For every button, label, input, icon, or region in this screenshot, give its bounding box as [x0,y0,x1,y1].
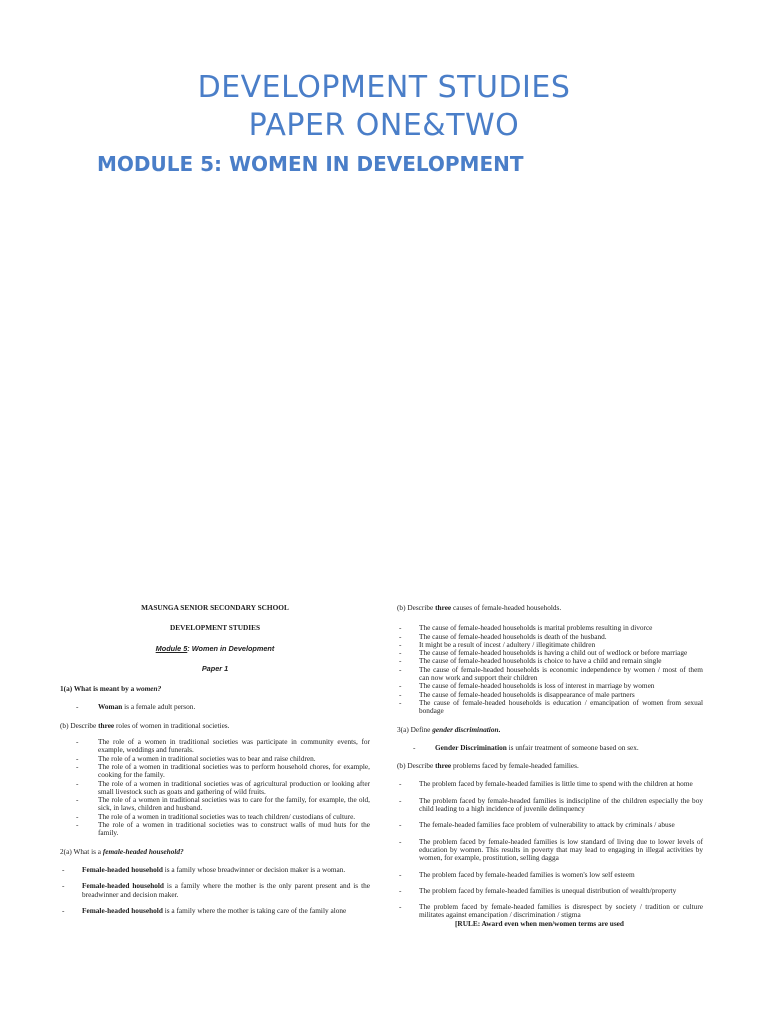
question-2b-bold: three [435,603,452,612]
causes-list [397,624,703,715]
list-item: - The cause of female-headed households is loss of interest in marriage by women [397,682,703,690]
answer-1a [60,703,370,711]
list-item: - The role of a women in traditional societies was of agricultural production or looking after small livestock such as goats and gathering of wild fruits. [60,780,370,797]
problems-list [397,780,703,919]
question-3a-term: gender discrimination [432,724,499,734]
answer-3a-rest: is unfair treatment of someone based on sex. [506,742,639,752]
list-item [60,866,370,874]
question-3a [397,726,703,734]
list-item [60,907,370,915]
question-2a-term: female-headed household? [102,846,184,856]
definition-term: Female-headed household [82,881,164,891]
question-3a-end: . [498,724,501,734]
list-item: - The role of a women in traditional societies was to bear and raise children. [60,755,370,763]
list-item: - The cause of female-headed households is having a child out of wedlock or before marriage [397,649,703,657]
module-line [60,645,370,653]
question-1b [60,722,370,730]
definition-rest: is a family whose breadwinner or decision maker is a woman. [162,864,346,874]
question-1a-prefix: 1(a) What is meant by a [60,684,137,694]
definition-rest: is a family where the mother is the only parent present and is the breadwinner and decision maker. [82,881,370,899]
list-item: - The problem faced by female-headed families is indiscipline of the children especially the boy child leading to a high incidence of juvenile delinquency [397,797,703,814]
question-3b-prefix: (b) Describe [397,761,436,771]
question-2b [397,604,703,612]
module-word: Module 5 [155,643,188,653]
definitions-list [60,866,370,915]
school-name: MASUNGA SENIOR SECONDARY SCHOOL [141,603,289,612]
list-item: - The cause of female-headed households is education / emancipation of women from sexual bondage [397,699,703,716]
roles-list [60,738,370,838]
question-1a-term: women? [136,684,162,694]
list-item: - The cause of female-headed households is marital problems resulting in divorce [397,624,703,632]
question-2a-prefix: 2(a) What is a [60,846,103,856]
question-2b-rest: causes of female-headed households. [451,603,562,612]
marking-rule: [RULE: Award even when men/women terms are used [455,918,624,928]
answer-1a-term: Woman [98,702,123,712]
list-item: - The problem faced by female-headed families is little time to spend with the children at home [397,780,703,788]
list-item: - The problem faced by female-headed families is disrespect by society / tradition or culture militates against emancipation / discrimination / stigma [397,903,703,920]
definition-rest: is a family where the mother is taking care of the family alone [162,905,347,915]
question-3b-rest: problems faced by female-headed families. [451,761,579,771]
list-item: - The role of a women in traditional societies was to perform household chores, for example, cooking for the family. [60,763,370,780]
answer-1a-list [60,703,370,711]
question-2b-prefix: (b) Describe [397,603,436,612]
list-item: - The cause of female-headed households is choice to have a child and remain single [397,657,703,665]
document-title-line-2: PAPER ONE&TWO [248,108,520,143]
left-column [60,604,370,923]
answer-3a [397,744,703,752]
module-heading: MODULE 5: WOMEN IN DEVELOPMENT [97,152,524,176]
document-title-line-1: DEVELOPMENT STUDIES [197,70,571,105]
answer-3a-list [397,744,703,752]
list-item: - The problem faced by female-headed families is women's low self esteem [397,871,703,879]
list-item: - The problem faced by female-headed families is unequal distribution of wealth/property [397,887,703,895]
question-3a-prefix: 3(a) Define [397,724,433,734]
list-item: - The cause of female-headed households is disappearance of male partners [397,691,703,699]
question-3b-bold: three [435,761,452,771]
definition-term: Female-headed household [82,864,163,874]
answer-3a-term: Gender Discrimination [435,742,507,752]
question-1b-rest: roles of women in traditional societies. [114,720,230,730]
question-1b-prefix: (b) Describe [60,720,99,730]
list-item [60,882,370,899]
subject-name: DEVELOPMENT STUDIES [169,623,261,633]
list-item: - The problem faced by female-headed families is low standard of living due to lower levels of education by women. This results in poverty that may lead to engaging in illegal activities by women, for example, prostitution, selling dagga [397,838,703,863]
question-1b-bold: three [98,720,115,730]
question-3b [397,762,703,770]
list-item: - The role of a women in traditional societies was to construct walls of mud huts for the family. [60,821,370,838]
question-1a [60,685,370,693]
list-item: - The role of a women in traditional societies was to teach children/ custodians of culture. [60,813,370,821]
right-column [397,604,703,928]
list-item: - The role of a women in traditional societies was to care for the family, for example, the old, sick, in laws, children and husband. [60,796,370,813]
list-item: - The role of a women in traditional societies was participate in community events, for example, weddings and funerals. [60,738,370,755]
list-item: - The cause of female-headed households is economic independence by women / most of them can now work and support their children [397,666,703,683]
list-item: - The female-headed families face problem of vulnerability to attack by criminals / abuse [397,821,703,829]
list-item: - The cause of female-headed households is death of the husband. [397,633,703,641]
module-rest: : Women in Development [187,643,275,653]
question-2a [60,848,370,856]
paper-label: Paper 1 [201,663,229,673]
definition-term: Female-headed household [82,905,163,915]
answer-1a-rest: is a female adult person. [122,702,196,712]
list-item: - It might be a result of incest / adultery / illegitimate children [397,641,703,649]
